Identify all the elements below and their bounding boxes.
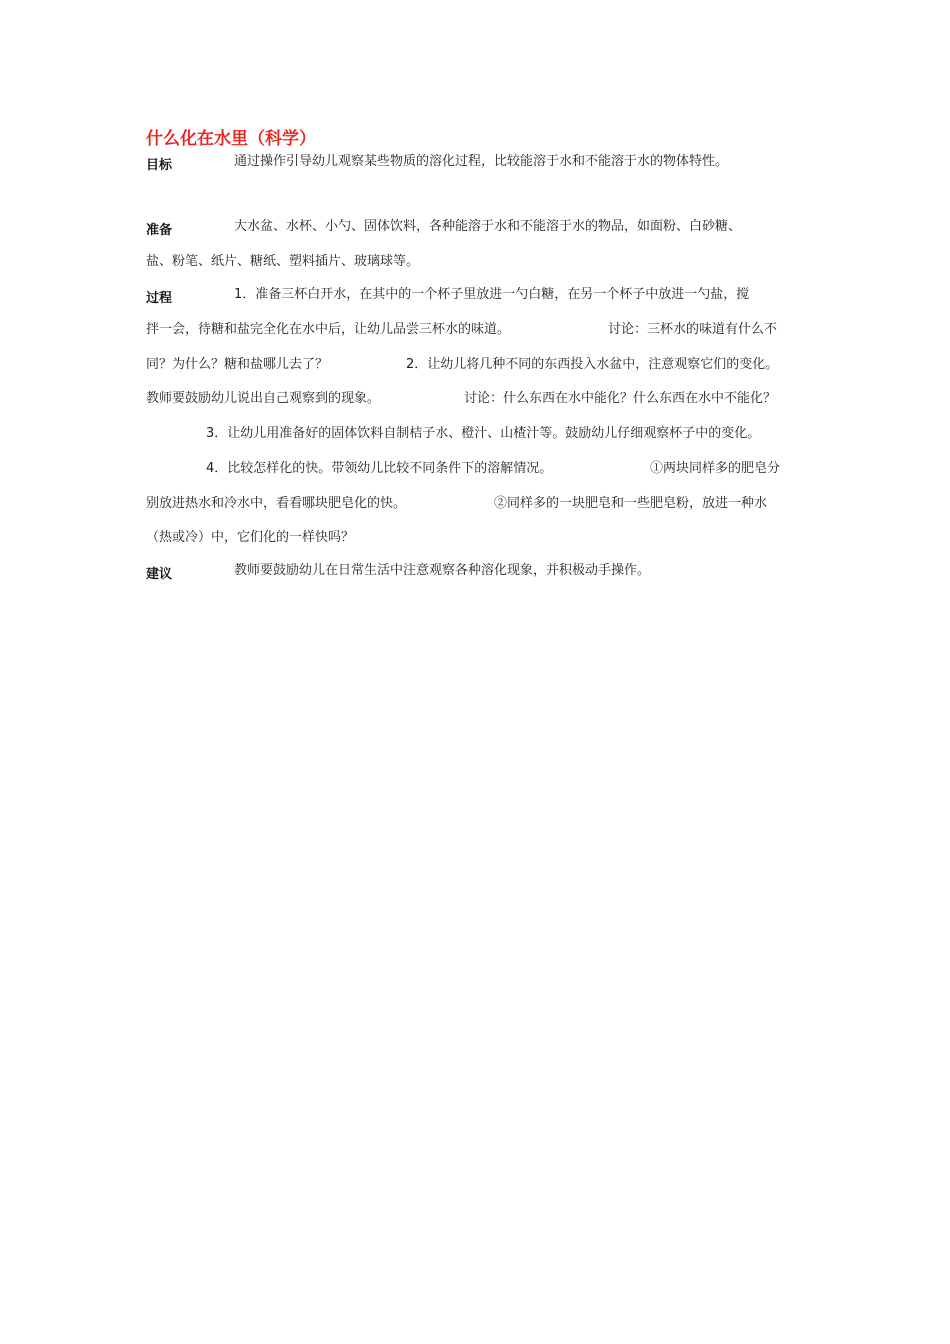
step-4-item-2-line-2: （热或冷）中，它们化的一样快吗？ [146, 530, 355, 545]
step-4-item-1: ①两块同样多的肥皂分 [650, 461, 781, 476]
step-4-text: 比较怎样化的快。带领幼儿比较不同条件下的溶解情况。 [227, 461, 553, 476]
step-3-text: 让幼儿用准备好的固体饮料自制桔子水、橙汁、山楂汁等。鼓励幼儿仔细观察杯子中的变化。 [227, 426, 761, 441]
suggestion-text: 教师要鼓励幼儿在日常生活中注意观察各种溶化现象，并积极动手操作。 [234, 563, 651, 578]
step-1-text: 准备三杯白开水，在其中的一个杯子里放进一勺白糖，在另一个杯子中放进一勺盐，搅 [255, 287, 750, 302]
step-2-line-2: 教师要鼓励幼儿说出自己观察到的现象。 [146, 391, 381, 406]
step-1-line-2: 拌一会，待糖和盐完全化在水中后，让幼儿品尝三杯水的味道。 [146, 322, 511, 337]
step-1-line-1 [234, 287, 749, 303]
step-2-text: 让幼儿将几种不同的东西投入水盆中，注意观察它们的变化。 [427, 357, 779, 372]
step-4-line-1 [206, 461, 552, 477]
step-3-number: 3． [206, 426, 228, 441]
step-4-item-2: ②同样多的一块肥皂和一些肥皂粉，放进一种水 [494, 496, 768, 511]
goal-label: 目标 [146, 158, 173, 173]
step-1-number: 1． [234, 287, 256, 302]
process-label: 过程 [146, 291, 173, 306]
step-3-line [206, 426, 760, 442]
step-2-line-1 [406, 357, 778, 373]
step-2-number: 2． [406, 357, 428, 372]
step-4-item-1-line-2: 别放进热水和冷水中，看看哪块肥皂化的快。 [146, 496, 407, 511]
preparation-line-1: 大水盆、水杯、小勺、固体饮料，各种能溶于水和不能溶于水的物品，如面粉、白砂糖、 [234, 219, 742, 234]
step-4-number: 4． [206, 461, 228, 476]
preparation-label: 准备 [146, 223, 173, 238]
goal-text: 通过操作引导幼儿观察某些物质的溶化过程，比较能溶于水和不能溶于水的物体特性。 [234, 154, 729, 169]
step-1-discussion: 讨论：三杯水的味道有什么不 [608, 322, 778, 337]
preparation-line-2: 盐、粉笔、纸片、糖纸、塑料插片、玻璃球等。 [146, 254, 420, 269]
step-1-line-3: 同？为什么？糖和盐哪儿去了？ [146, 357, 329, 372]
suggestion-label: 建议 [146, 567, 173, 582]
page-title: 什么化在水里（科学） [146, 129, 316, 149]
step-2-discussion: 讨论：什么东西在水中能化？什么东西在水中不能化？ [464, 391, 777, 406]
